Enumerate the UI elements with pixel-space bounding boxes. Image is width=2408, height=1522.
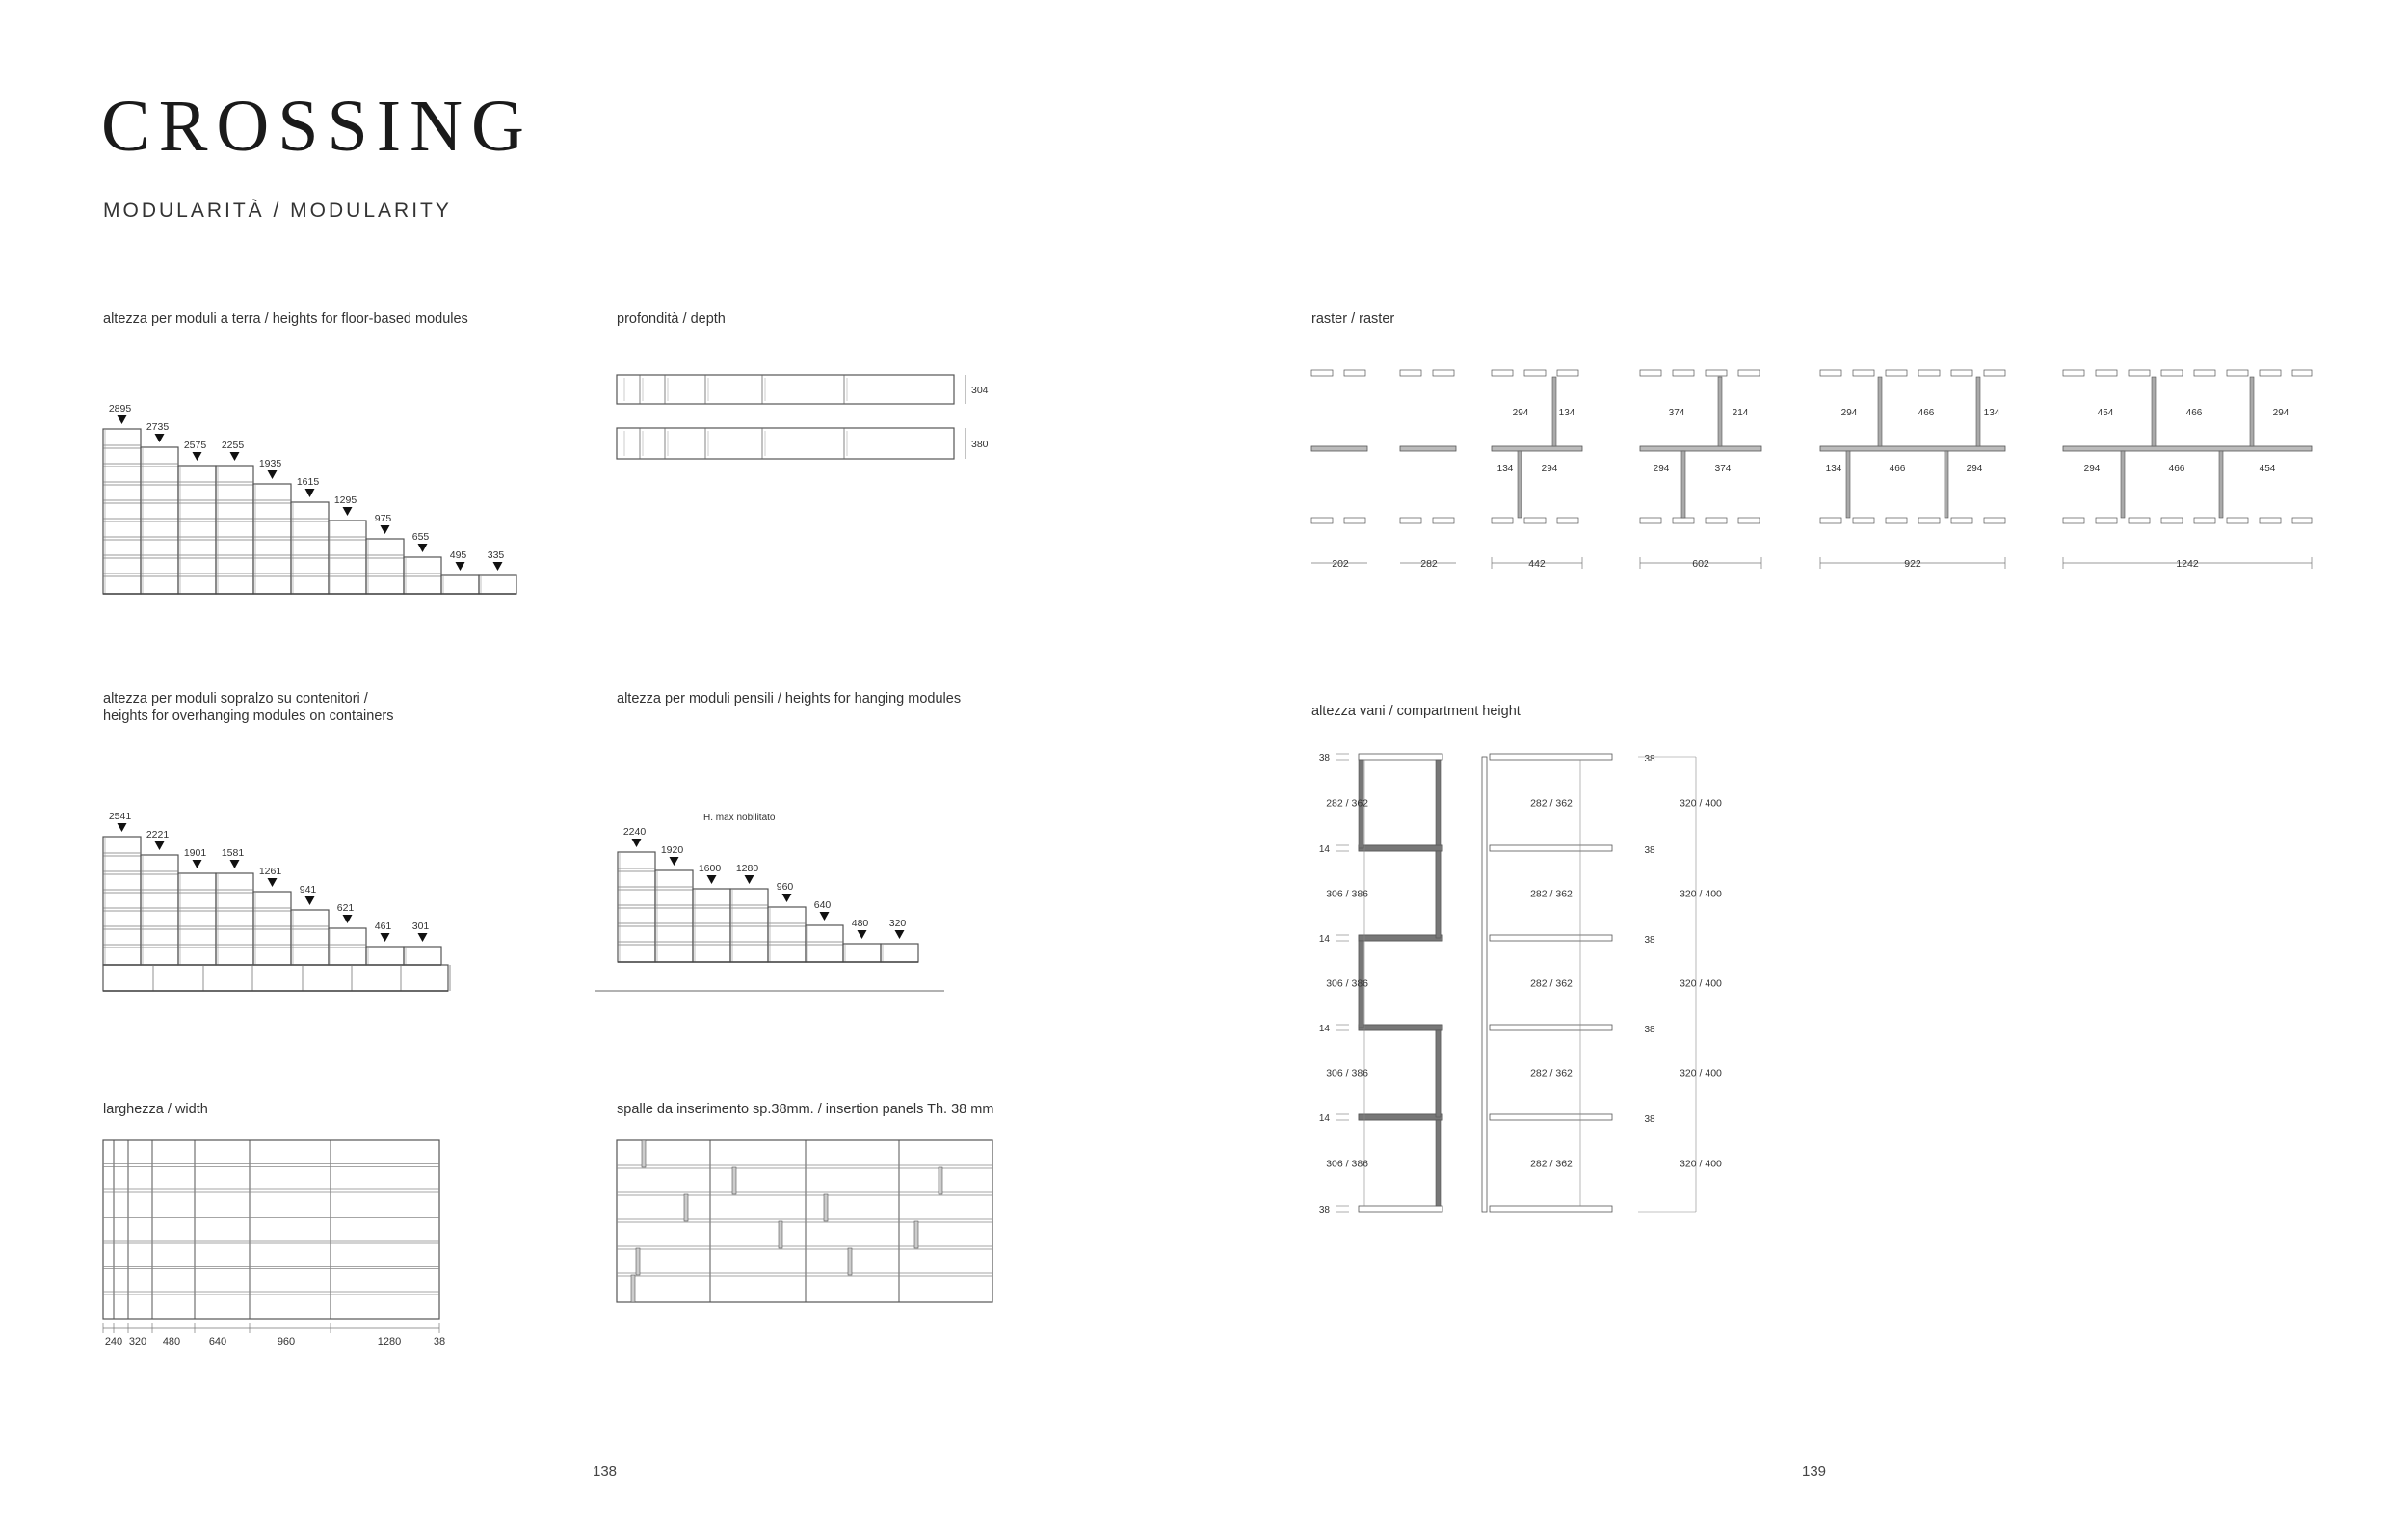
width-value-label: 240: [104, 1336, 123, 1348]
bookcase-column: [291, 502, 329, 594]
compartment-shelf: [1490, 845, 1612, 851]
page-number-right: 139: [1802, 1463, 1827, 1480]
raster-dimension: 294: [1653, 464, 1670, 474]
width-value-label: 640: [208, 1336, 227, 1348]
raster-dashed-segment: [2292, 518, 2312, 523]
compartment-height-label: 320 / 400: [1680, 888, 1722, 900]
raster-post: [1976, 377, 1980, 446]
raster-dimension: 134: [1496, 464, 1514, 474]
page-subtitle: MODULARITÀ / MODULARITY: [103, 200, 452, 222]
compartment-thickness-label: 14: [1318, 844, 1330, 855]
insertion-panel: [732, 1167, 736, 1194]
raster-dashed-segment: [1706, 370, 1727, 376]
raster-dashed-segment: [1886, 518, 1907, 523]
height-marker-icon: [343, 915, 353, 923]
bookcase-column: [404, 557, 441, 594]
raster-shelf: [2063, 446, 2312, 451]
raster-dashed-segment: [1706, 518, 1727, 523]
raster-shelf: [1492, 446, 1582, 451]
height-marker-icon: [193, 860, 202, 868]
raster-dashed-segment: [2096, 518, 2117, 523]
raster-dashed-segment: [1433, 370, 1454, 376]
raster-dashed-segment: [1918, 370, 1940, 376]
raster-dashed-segment: [1400, 518, 1421, 523]
bookcase-column: [216, 873, 253, 965]
raster-post: [2121, 451, 2125, 518]
raster-post: [2219, 451, 2223, 518]
floor-modules-label: altezza per moduli a terra / heights for floor-based modules: [103, 311, 468, 327]
raster-width-label: 1242: [2176, 558, 2199, 570]
raster-dashed-segment: [1492, 370, 1513, 376]
compartment-height-label: 282 / 362: [1530, 797, 1573, 810]
raster-dimension: 294: [1840, 408, 1858, 418]
raster-dimension: 134: [1558, 408, 1575, 418]
bookcase-column: [441, 575, 479, 594]
raster-post: [1846, 451, 1850, 518]
height-marker-icon: [230, 860, 240, 868]
raster-dashed-segment: [1524, 518, 1546, 523]
compartment-upright: [1482, 757, 1487, 1212]
height-marker-icon: [118, 823, 127, 832]
height-marker-icon: [895, 930, 905, 939]
insertion-panel: [848, 1248, 852, 1275]
depth-dimension-label: 304: [971, 385, 989, 396]
raster-width-label: 202: [1332, 558, 1349, 570]
height-marker-icon: [381, 525, 390, 534]
insertion-panel: [642, 1140, 646, 1167]
compartment-shelf-dark: [1359, 1114, 1442, 1120]
compartment-shelf-dark: [1359, 935, 1442, 941]
insertion-panel: [824, 1194, 828, 1221]
raster-dimension: 294: [2272, 408, 2289, 418]
raster-shelf: [1640, 446, 1761, 451]
height-marker-icon: [782, 894, 792, 902]
width-value-label: 1280: [377, 1336, 402, 1348]
height-label: 1615: [296, 476, 320, 488]
insertion-panel: [914, 1221, 918, 1248]
height-label: 1295: [333, 494, 357, 506]
compartment-height-label: 320 / 400: [1680, 797, 1722, 810]
height-marker-icon: [820, 912, 830, 921]
raster-dimension: 294: [2083, 464, 2101, 474]
raster-post: [1518, 451, 1522, 518]
compartment-height-label: 282 / 362: [1530, 1067, 1573, 1080]
height-marker-icon: [230, 452, 240, 461]
compartment-thickness-label: 14: [1318, 934, 1330, 945]
page-number-left: 138: [593, 1463, 618, 1480]
shelf-thickness-label: 38: [1644, 1025, 1655, 1035]
compartment-height-label: 282 / 362: [1530, 1158, 1573, 1170]
bookcase-column: [253, 892, 291, 965]
bookcase-column: [730, 889, 768, 962]
raster-dashed-segment: [1951, 518, 1972, 523]
height-label: 335: [487, 549, 505, 561]
raster-shelf: [1400, 446, 1456, 451]
hanging-note: H. max nobilitato: [703, 813, 776, 823]
bookcase-column: [806, 925, 843, 962]
height-marker-icon: [418, 544, 428, 552]
raster-dashed-segment: [1557, 370, 1578, 376]
raster-dashed-segment: [1524, 370, 1546, 376]
height-label: 1901: [183, 847, 207, 859]
raster-post: [1878, 377, 1882, 446]
height-label: 2575: [183, 440, 207, 451]
compartment-shelf: [1490, 1025, 1612, 1030]
compartment-height-label: 320 / 400: [1680, 1067, 1722, 1080]
bookcase-column: [178, 873, 216, 965]
raster-dashed-segment: [1344, 370, 1365, 376]
hanging-label: altezza per moduli pensili / heights for hanging modules: [617, 691, 962, 707]
height-label: 621: [336, 902, 355, 914]
depth-panel: [617, 375, 954, 404]
compartment-height-label: 320 / 400: [1680, 977, 1722, 990]
shelf-thickness-label: 38: [1644, 845, 1655, 856]
height-marker-icon: [381, 933, 390, 942]
raster-dashed-segment: [1738, 370, 1760, 376]
depth-dimension-label: 380: [971, 439, 989, 450]
raster-post: [1718, 377, 1722, 446]
height-label: 461: [374, 921, 392, 932]
raster-dashed-segment: [2260, 518, 2281, 523]
height-marker-icon: [670, 857, 679, 866]
height-marker-icon: [858, 930, 867, 939]
raster-dashed-segment: [1557, 518, 1578, 523]
raster-dashed-segment: [1311, 518, 1333, 523]
shelf-thickness-label: 38: [1644, 754, 1655, 764]
container-base: [103, 965, 448, 991]
height-label: 2255: [221, 440, 245, 451]
bookcase-column: [329, 928, 366, 965]
raster-width-label: 922: [1904, 558, 1921, 570]
insertion-panel: [939, 1167, 942, 1194]
raster-dashed-segment: [1492, 518, 1513, 523]
raster-dashed-segment: [2096, 370, 2117, 376]
raster-dashed-segment: [1400, 370, 1421, 376]
bookcase-column: [291, 910, 329, 965]
height-marker-icon: [745, 875, 754, 884]
raster-dashed-segment: [2194, 518, 2215, 523]
height-label: 2735: [146, 421, 170, 433]
raster-dimension: 374: [1668, 408, 1685, 418]
bookcase-column: [141, 447, 178, 594]
height-label: 2240: [622, 826, 647, 838]
compartment-thickness-label: 14: [1318, 1024, 1330, 1034]
height-marker-icon: [155, 434, 165, 442]
insertion-panel: [631, 1275, 635, 1302]
compartment-post: [1436, 1120, 1441, 1206]
raster-width-label: 282: [1420, 558, 1438, 570]
raster-dashed-segment: [2129, 518, 2150, 523]
raster-dashed-segment: [1886, 370, 1907, 376]
shelf-thickness-label: 38: [1644, 1114, 1655, 1125]
bookcase-column: [843, 944, 881, 962]
compartment-post: [1436, 1030, 1441, 1117]
height-marker-icon: [268, 878, 278, 887]
compartment-thickness-label: 14: [1318, 1113, 1330, 1124]
raster-dashed-segment: [1853, 518, 1874, 523]
raster-dashed-segment: [1984, 518, 2005, 523]
compartment-post: [1436, 760, 1441, 845]
height-label: 301: [411, 921, 430, 932]
height-label: 1935: [258, 458, 282, 469]
compartment-label: altezza vani / compartment height: [1311, 704, 1521, 719]
raster-post: [1681, 451, 1685, 518]
raster-width-label: 442: [1528, 558, 1546, 570]
height-marker-icon: [193, 452, 202, 461]
raster-dashed-segment: [1673, 370, 1694, 376]
raster-dimension: 454: [2097, 408, 2114, 418]
width-value-label: 480: [162, 1336, 181, 1348]
bookcase-column: [479, 575, 516, 594]
compartment-height-label: 306 / 386: [1326, 888, 1368, 900]
compartment-shelf: [1490, 935, 1612, 941]
bookcase-column: [366, 947, 404, 965]
raster-dashed-segment: [1344, 518, 1365, 523]
height-label: 1920: [660, 844, 684, 856]
raster-dashed-segment: [2227, 370, 2248, 376]
height-marker-icon: [118, 415, 127, 424]
compartment-height-label: 306 / 386: [1326, 977, 1368, 990]
panels-frame: [617, 1140, 992, 1302]
height-marker-icon: [493, 562, 503, 571]
raster-dashed-segment: [2161, 518, 2183, 523]
height-marker-icon: [632, 839, 642, 847]
raster-dimension: 466: [1889, 464, 1906, 474]
page-title: CROSSING: [101, 86, 533, 167]
compartment-height-label: 306 / 386: [1326, 1158, 1368, 1170]
raster-dashed-segment: [2194, 370, 2215, 376]
compartment-height-label: 282 / 362: [1326, 797, 1368, 810]
raster-dashed-segment: [1918, 518, 1940, 523]
raster-dashed-segment: [1951, 370, 1972, 376]
raster-dimension: 294: [1541, 464, 1558, 474]
raster-dimension: 466: [2168, 464, 2185, 474]
raster-dashed-segment: [2129, 370, 2150, 376]
compartment-thickness-label: 38: [1318, 1205, 1330, 1215]
height-marker-icon: [456, 562, 465, 571]
height-label: 495: [449, 549, 467, 561]
depth-label: profondità / depth: [617, 311, 726, 327]
raster-dashed-segment: [2063, 518, 2084, 523]
raster-post: [1945, 451, 1948, 518]
raster-dashed-segment: [1640, 370, 1661, 376]
bookcase-column: [329, 521, 366, 594]
width-value-label: 320: [128, 1336, 147, 1348]
bookcase-column: [103, 429, 141, 594]
raster-dimension: 294: [1512, 408, 1529, 418]
raster-dimension: 466: [2185, 408, 2203, 418]
compartment-height-label: 306 / 386: [1326, 1067, 1368, 1080]
height-marker-icon: [343, 507, 353, 516]
height-marker-icon: [305, 896, 315, 905]
panels-label: spalle da inserimento sp.38mm. / insertion panels Th. 38 mm: [617, 1102, 994, 1117]
compartment-height-label: 282 / 362: [1530, 977, 1573, 990]
compartment-thickness-label: 38: [1318, 753, 1330, 763]
height-label: 1280: [735, 863, 759, 874]
raster-dimension: 294: [1966, 464, 1983, 474]
raster-dimension: 134: [1825, 464, 1842, 474]
raster-dashed-segment: [2227, 518, 2248, 523]
raster-label: raster / raster: [1311, 311, 1395, 327]
raster-post: [1552, 377, 1556, 446]
compartment-shelf: [1490, 1206, 1612, 1212]
raster-dashed-segment: [2161, 370, 2183, 376]
height-label: 2541: [108, 811, 132, 822]
raster-dimension: 134: [1983, 408, 2000, 418]
bookcase-column: [404, 947, 441, 965]
height-label: 960: [776, 881, 794, 893]
compartment-height-label: 282 / 362: [1530, 888, 1573, 900]
raster-dashed-segment: [1433, 518, 1454, 523]
compartment-shelf: [1359, 754, 1442, 760]
bookcase-column: [366, 539, 404, 594]
width-label: larghezza / width: [103, 1102, 208, 1117]
raster-dashed-segment: [2260, 370, 2281, 376]
raster-dashed-segment: [2292, 370, 2312, 376]
raster-dashed-segment: [1738, 518, 1760, 523]
raster-dashed-segment: [2063, 370, 2084, 376]
insertion-panel: [636, 1248, 640, 1275]
raster-post: [2250, 377, 2254, 446]
width-value-label: 38: [433, 1336, 446, 1348]
compartment-shelf-dark: [1359, 845, 1442, 851]
compartment-post: [1436, 851, 1441, 938]
raster-dimension: 454: [2259, 464, 2276, 474]
height-label: 2221: [146, 829, 170, 841]
compartment-shelf: [1359, 1206, 1442, 1212]
height-marker-icon: [155, 841, 165, 850]
bookcase-column: [693, 889, 730, 962]
raster-shelf: [1311, 446, 1367, 451]
raster-dashed-segment: [1984, 370, 2005, 376]
overhang-label-line2: heights for overhanging modules on containers: [103, 708, 394, 724]
raster-dashed-segment: [1820, 370, 1841, 376]
height-marker-icon: [707, 875, 717, 884]
height-label: 480: [851, 918, 869, 929]
height-label: 1581: [221, 847, 245, 859]
height-label: 655: [411, 531, 430, 543]
raster-dimension: 374: [1714, 464, 1732, 474]
bookcase-column: [768, 907, 806, 962]
height-marker-icon: [268, 470, 278, 479]
compartment-height-label: 320 / 400: [1680, 1158, 1722, 1170]
height-label: 1261: [258, 866, 282, 877]
raster-post: [2152, 377, 2156, 446]
shelf-thickness-label: 38: [1644, 935, 1655, 946]
height-label: 1600: [698, 863, 722, 874]
bookcase-column: [655, 870, 693, 962]
bookcase-column: [881, 944, 918, 962]
insertion-panel: [684, 1194, 688, 1221]
overhang-label-line1: altezza per moduli sopralzo su contenitori /: [103, 691, 368, 707]
raster-width-label: 602: [1692, 558, 1709, 570]
raster-shelf: [1820, 446, 2005, 451]
raster-dashed-segment: [1853, 370, 1874, 376]
height-marker-icon: [305, 489, 315, 497]
width-value-label: 960: [277, 1336, 296, 1348]
raster-dashed-segment: [1640, 518, 1661, 523]
raster-dashed-segment: [1820, 518, 1841, 523]
compartment-shelf: [1490, 754, 1612, 760]
raster-dashed-segment: [1673, 518, 1694, 523]
height-label: 941: [299, 884, 317, 895]
raster-dimension: 214: [1732, 408, 1749, 418]
height-label: 640: [813, 899, 832, 911]
height-label: 975: [374, 513, 392, 524]
raster-dimension: 466: [1918, 408, 1935, 418]
compartment-shelf: [1490, 1114, 1612, 1120]
depth-panel: [617, 428, 954, 459]
compartment-shelf-dark: [1359, 1025, 1442, 1030]
height-marker-icon: [418, 933, 428, 942]
height-label: 320: [888, 918, 907, 929]
raster-dashed-segment: [1311, 370, 1333, 376]
insertion-panel: [779, 1221, 782, 1248]
height-label: 2895: [108, 403, 132, 414]
